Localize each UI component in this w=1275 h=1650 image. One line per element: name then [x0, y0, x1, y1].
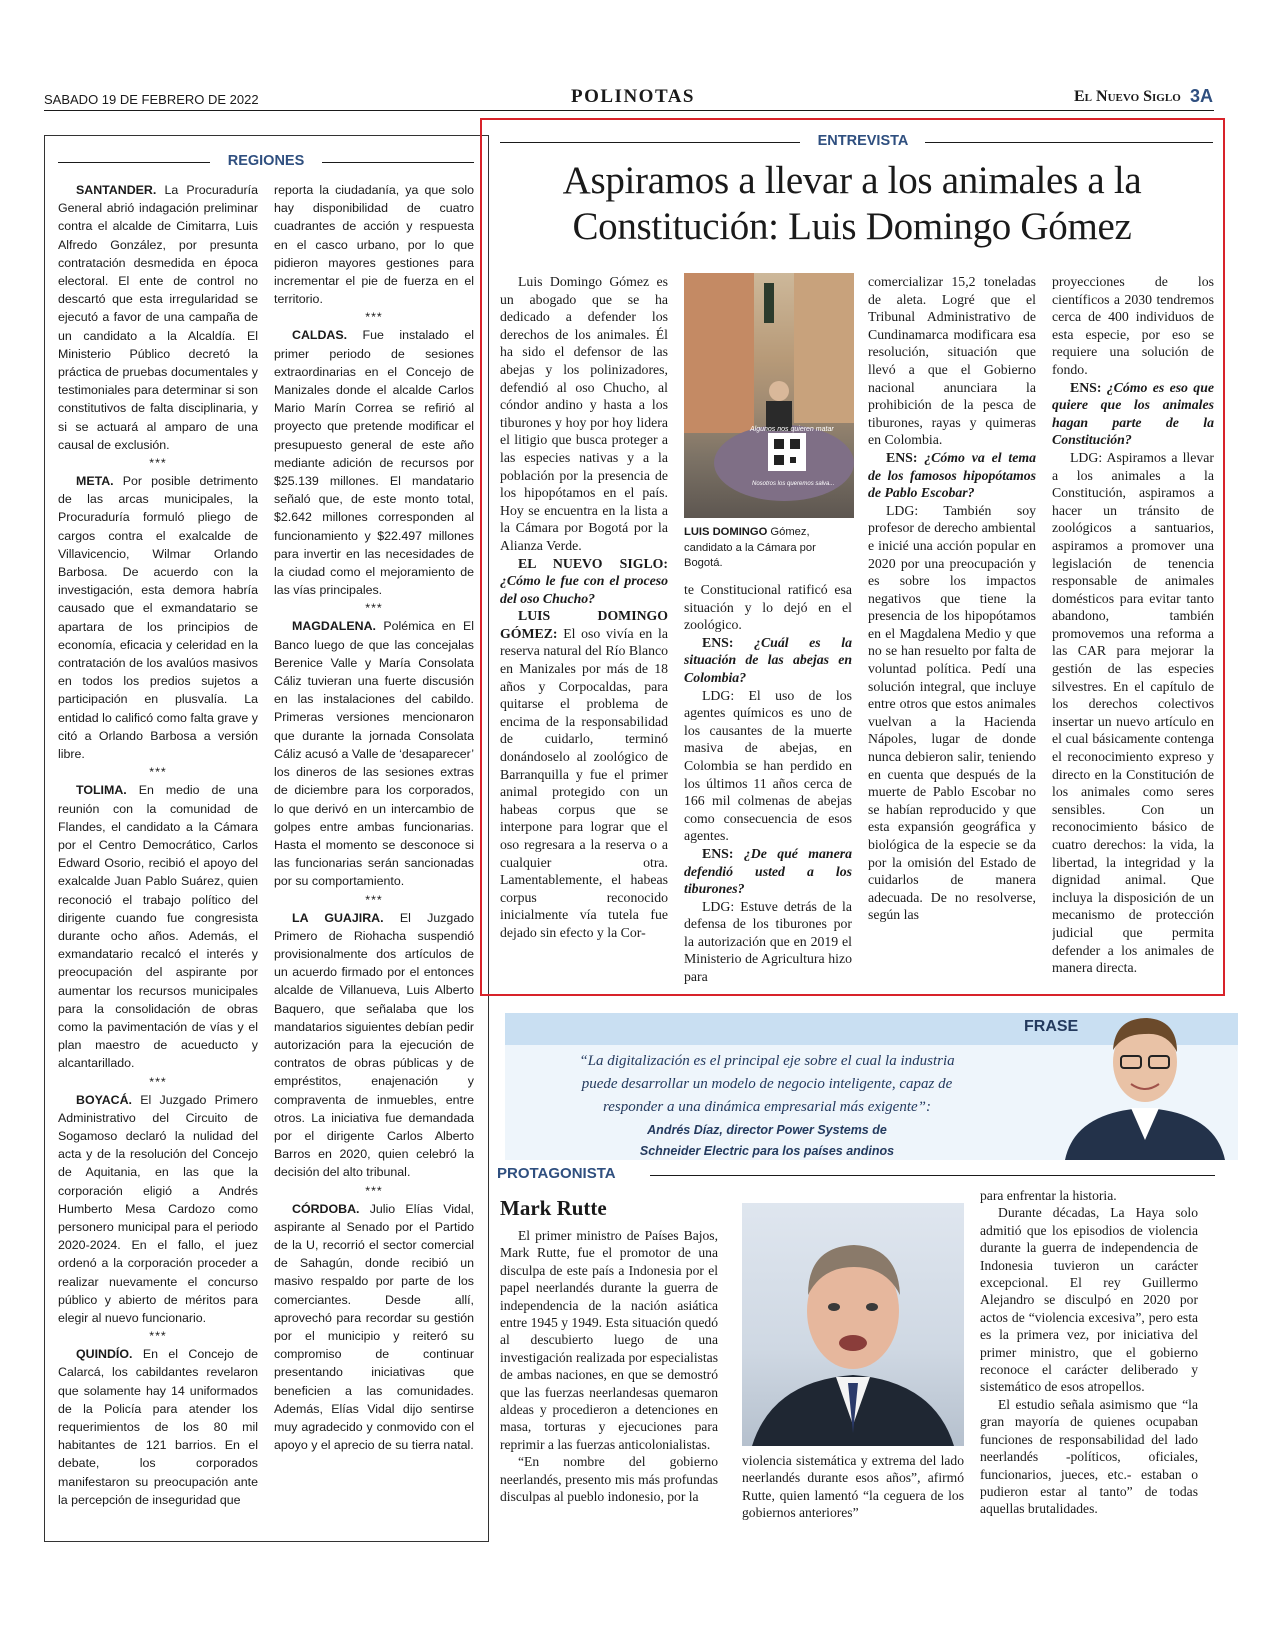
question-label: ENS: [1070, 379, 1102, 395]
entrevista-headline [492, 158, 1212, 250]
entrevista-answer [500, 607, 668, 941]
frase-author-line-2: Schneider Electric para los países andinos [639, 1144, 895, 1158]
entrevista-paragraph: comercializar 15,2 toneladas de aleta. Logré que el Tribunal Administrativo de Cundinamarca modificara esa resolución, situación que llevó a que el Gobierno nacional anunciara la prohibición de la pesca de tiburones, rayas y quimeras en Colombia. [868, 274, 1036, 448]
regiones-text: El Juzgado Primero Administrativo del Circuito de Sogamoso declaró la nulidad del acta y de la resolución del Concejo de Aquitania, en las que la corporación eligió a Andrés Humberto Mesa Cardozo como personero municipal para el periodo 2020-2024. En el fallo, el juez ordenó a la corporación proceder a realizar nuevamente el concurso público y abierto de méritos para elegir al nuevo funcionario. [58, 1092, 258, 1325]
regiones-separator: *** [149, 1329, 167, 1344]
photo-building-left [684, 273, 754, 433]
regiones-separator: *** [365, 892, 383, 907]
protagonista-label: PROTAGONISTA [497, 1165, 616, 1182]
regiones-separator: *** [365, 310, 383, 325]
regiones-item-santander [58, 181, 258, 454]
regiones-separator: *** [365, 601, 383, 616]
entrevista-intro: Luis Domingo Gómez es un abogado que se ha dedicado a defender los derechos de los animales. Él ha sido el defensor de las abejas y los polinizadores, defendió al oso Chucho, al cóndor andino y hasta a los tiburones y hoy por hoy lidera el litigio que busca proteger a las especies nativas y a la población por la presencia de los hipopótamos en el país. Hoy se encuentra en la lista a la Cámara por Bogotá por la Alianza Verde. [500, 274, 668, 553]
photo-qr-block [790, 457, 796, 463]
regiones-text: Julio Elías Vidal, aspirante al Senado por el Partido de la U, recorrió el sector comercial de Sahagún, donde recibió un masivo respaldo por parte de los comerciantes. Desde allí, aprovechó para recordar su gestión por el municipio y reiteró su compromiso de continuar presentando iniciativas que beneficien a las comunidades. Además, Elías Vidal dijo sentirse muy agradecido y conmovido con el apoyo y el aprecio de su tierra natal. [274, 1201, 474, 1453]
rutte-photo-illustration [742, 1203, 964, 1446]
entrevista-column-2 [684, 581, 852, 988]
protagonista-paragraph: violencia sistemática y extrema del lado neerlandés durante esos años”, afirmó Rutte, quien lamentó “la ceguera de los gobiernos anteriores” [742, 1453, 964, 1521]
entrevista-rule-right [925, 142, 1213, 143]
regiones-text: Por posible detrimento de las arcas municipales, la Procuraduría formuló pliego de cargos contra el exalcalde de Villavicencio, Wilmar Orlando Barbosa. De acuerdo con la investigación, esta demora habría causado que el exmandatario se apartara de los principios de economía, eficacia y celeridad en la contratación de los avalúos masivos en todos los predios sujetos a participación en plusvalía. La entidad lo calificó como falta grave y citó a Orlando Barbosa a versión libre. [58, 474, 258, 762]
entrevista-column-3 [868, 273, 1036, 988]
entrevista-headline-line-1: Aspiramos a llevar a los animales a la [562, 159, 1142, 202]
entrevista-rule-left [500, 142, 800, 143]
masthead-page-number: 3A [1190, 86, 1214, 106]
rutte-eye-right [866, 1303, 878, 1311]
regiones-separator: *** [149, 765, 167, 780]
question-text: ¿Cómo es eso que quiere que los animales hagan parte de la Constitución? [1052, 379, 1214, 448]
entrevista-question [1052, 379, 1214, 449]
protagonista-paragraph: “En nombre del gobierno neerlandés, presento mis más profundas disculpas al pueblo indonesio, por la [500, 1454, 718, 1505]
regiones-lead: BOYACÁ. [76, 1092, 132, 1107]
photo-building-right [794, 273, 854, 423]
frase-quote-line-1: “La digitalización es el principal eje sobre el cual la industria [579, 1053, 955, 1069]
question-text: ¿Cómo le fue con el proceso del oso Chucho? [500, 573, 668, 606]
candidate-photo-caption [684, 525, 854, 572]
answer-label: LUIS DOMINGO GÓMEZ: [500, 608, 668, 641]
entrevista-question [684, 634, 852, 687]
protagonista-paragraph: El estudio señala asimismo que “la gran mayoría de quienes ocupaban funciones de responsabilidad del lado neerlandés -políticos, oficiales, funcionarios, jueces, etc.- estaban o pudieron estar al tanto” de todas aquellas brutalidades. [980, 1396, 1198, 1517]
regiones-item-magdalena [274, 617, 474, 890]
regiones-item-caldas [274, 326, 474, 599]
regiones-item-la-guajira [274, 909, 474, 1182]
regiones-text: En medio de una reunión con la comunidad de Flandes, el candidato a la Cámara por el Centro Democrático, Carlos Edward Osorio, recibió el apoyo del exalcalde Juan Pablo Suárez, quien reconoció el trabajo político del dirigente cuando fue congresista durante ocho años. Además, el exmandatario recalcó el interés y preocupación del aspirante por aumentar los recursos municipales para la consolidación de obras como la pavimentación de vías y el plan maestro de acueducto y alcantarillado. [58, 783, 258, 1071]
regiones-separator: *** [149, 1074, 167, 1089]
regiones-separator: *** [365, 1183, 383, 1198]
regiones-item-quindio [58, 1345, 258, 1509]
entrevista-headline-line-2: Constitución: Luis Domingo Gómez [572, 205, 1132, 248]
regiones-text: En el Concejo de Calarcá, los cabildantes revelaron que solamente hay 14 uniformados de la Policía para atender los requerimientos de los 80 mil habitantes de 121 barrios. En el debate, los corporados manifestaron su preocupación ante la percepción de inseguridad que [58, 1347, 258, 1507]
caption-text: Gómez, candidato a la Cámara por Bogotá. [684, 526, 816, 569]
question-label: ENS: [702, 845, 734, 861]
photo-qr-code [768, 433, 806, 471]
protagonista-name: Mark Rutte [500, 1196, 607, 1220]
regiones-item-boyaca [58, 1091, 258, 1328]
masthead-rule [44, 110, 1214, 111]
regiones-item-quindio-cont [274, 181, 474, 308]
rutte-photo [742, 1203, 964, 1446]
regiones-separator: *** [149, 456, 167, 471]
photo-sign-text-1: Algunos nos quieren matar [750, 426, 834, 433]
protagonista-rule [650, 1175, 1215, 1176]
frase-author [512, 1120, 1022, 1162]
question-label: EL NUEVO SIGLO: [518, 555, 668, 571]
masthead-section: POLINOTAS [571, 86, 696, 107]
regiones-rule-right [322, 162, 474, 163]
regiones-text: Fue instalado el primer periodo de sesiones extraordinarias en el Concejo de Manizales donde el alcalde Carlos Mario Marín Correa se refirió al proyecto que pretende modificar el presupuesto general de este año mediante adición de recursos por $25.139 millones. El mandatario señaló que, de este monto total, $2.642 millones corresponden al funcionamiento y $22.497 millones para invertir en las necesidades de la ciudad como el mejoramiento de las vías principales. [274, 328, 474, 598]
regiones-text: reporta la ciudadanía, ya que solo hay disponibilidad de cuatro cuadrantes de acción y respuesta en el casco urbano, por lo que pidieron mayores gestiones para incrementar el pie de fuerza en el territorio. [274, 183, 474, 307]
protagonista-column-3 [980, 1187, 1198, 1540]
regiones-lead: CALDAS. [292, 328, 348, 343]
photo-sign-text-2: Nosotros los queremos salva... [752, 481, 835, 487]
photo-person-head [769, 381, 789, 401]
entrevista-question [684, 845, 852, 898]
question-text: ¿Cuál es la situación de las abejas en Colombia? [684, 634, 852, 685]
entrevista-column-1 [500, 273, 668, 988]
regiones-rule-left [58, 162, 210, 163]
candidate-photo-illustration [684, 273, 854, 518]
regiones-item-meta [58, 472, 258, 763]
frase-quote-line-3: responder a una dinámica empresarial más exigente”: [602, 1099, 931, 1115]
protagonista-column-2 [742, 1452, 964, 1540]
regiones-text: El Juzgado Primero de Riohacha suspendió provisionalmente dos artículos de un acuerdo firmado por el entonces alcalde de Villanueva, Luis Alberto Baquero, que señalaba que los mandatarios siguientes debían pedir autorización para la ejecución de contratos de obras públicas y de empréstitos, enajenación y compraventa de inmuebles, entre otros. La iniciativa fue demandada por el dirigente Carlos Alberto Barros en 2020, quien celebró la decisión del alto tribunal. [274, 910, 474, 1180]
regiones-text: Polémica en El Banco luego de que las concejalas Berenice Valle y María Consolata Cáliz tuvieran una fuerte discusión en las instalaciones del cabildo. Primeras versiones mencionaron que durante la jornada Consolata Cáliz acusó a Valle de ‘desaparecer’ los dineros de las sesiones extras de diciembre para los corporados, lo que derivó en un intercambio de golpes entre ambas funcionarias. Hasta el momento se desconoce si las funcionarias serán sancionadas por su comportamiento. [274, 619, 474, 889]
question-label: ENS: [886, 449, 918, 465]
regiones-lead: SANTANDER. [76, 183, 157, 197]
rutte-mouth [839, 1335, 867, 1351]
regiones-heading: REGIONES [227, 153, 305, 169]
frase-quote-line-2: puede desarrollar un modelo de negocio inteligente, capaz de [581, 1076, 953, 1092]
protagonista-column-1 [500, 1227, 718, 1540]
regiones-text: La Procuraduría General abrió indagación preliminar contra el alcalde de Cimitarra, Luis Alfredo González, por presunta contratación desmedida en época electoral. El ente de control no descartó que esta irregularidad se ejecutó a favor de una campaña de un candidato a la Alcaldía. El Ministerio Público decretó la práctica de pruebas documentales y testimoniales para determinar si son constitutivos de falta disciplinaria, y si se actuará al amparo de una causal de exclusión. [58, 183, 258, 452]
caption-name: LUIS DOMINGO [684, 526, 768, 538]
photo-qr-block [774, 439, 784, 449]
question-label: ENS: [702, 634, 734, 650]
entrevista-paragraph: te Constitucional ratificó esa situación y lo dejó en el zoológico. [684, 582, 852, 633]
entrevista-answer: LDG: También soy profesor de derecho ambiental e inicié una acción popular en 2020 por una preocupación y es sobre los impactos negativos que tiene la presencia de los hipopótamos en el Magdalena Medio y que no se han resuelto por falta de voluntad política. Pedí una solución integral, que incluye entre otros que estos animales vuelvan a la Hacienda Nápoles, lugar de donde nunca debieron salir, teniendo en cuenta que después de la muerte de Pablo Escobar no se habían reproducido y que esta expansión geográfica y biológica de la especie se da por la omisión del Estado de cuidarlos de manera adecuada. De no resolverse, según las [868, 502, 1036, 923]
frase-author-line-1: Andrés Díaz, director Power Systems de [647, 1123, 887, 1137]
regiones-lead: LA GUAJIRA. [292, 910, 384, 925]
regiones-lead: QUINDÍO. [76, 1347, 133, 1362]
regiones-lead: MAGDALENA. [292, 619, 376, 634]
masthead-paper: El Nuevo Siglo [1074, 88, 1181, 105]
entrevista-kicker: ENTREVISTA [817, 133, 909, 149]
entrevista-answer: LDG: El uso de los agentes químicos es uno de los causantes de la muerte masiva de abejas, en Colombia se han perdido en los últimos 11 años cerca de 166 mil colmenas de abejas como consecuencia de esos agentes. [684, 687, 852, 844]
regiones-column-1 [58, 181, 258, 1531]
candidate-photo [684, 273, 854, 518]
protagonista-paragraph: El primer ministro de Países Bajos, Mark Rutte, fue el promotor de una disculpa de este país a Indonesia por el papel neerlandés durante la guerra de independencia de la nación asiática entre 1945 y 1949. Esta situación quedó al descubierto luego de una investigación realizada por especialistas de ambas naciones, en que se demostró que las fuerzas neerlandesas quemaron aldeas y procedieron a detenciones en masa, torturas y ejecuciones para reprimir a las fuerzas anticolonialistas. [500, 1228, 718, 1452]
protagonista-paragraph: Durante décadas, La Haya solo admitió que los episodios de violencia durante la guerra de independencia de Indonesia tuvieron un carácter excepcional. El rey Guillermo Alejandro se disculpó en 2020 por actos de “violencia excesiva”, pero esta es la primera vez, por iniciativa del primer ministro, que el gobierno reconoce el carácter deliberado y sistemático de esos atropellos. [980, 1205, 1198, 1395]
entrevista-paragraph: proyecciones de los científicos a 2030 tendremos cerca de 400 individuos de esta especie, por eso se requiere una solución de fondo. [1052, 274, 1214, 377]
rutte-eye-left [828, 1303, 840, 1311]
masthead-date: SABADO 19 DE FEBRERO DE 2022 [44, 92, 259, 107]
photo-qr-block [774, 455, 784, 465]
protagonista-paragraph: para enfrentar la historia. [980, 1188, 1117, 1203]
answer-text: El oso vivía en la reserva natural del Río Blanco en Manizales por más de 18 años y Corpocaldas, para quitarse el problema de encima de la responsabilidad de cuidarlo, terminó donándoselo al zoológico de Barranquilla y fue el primer animal protegido con un habeas corpus que se interpone para lograr que el oso regresara a la reserva o a cualquier otra. Lamentablemente, el habeas corpus reconocido inicialmente vía tutela fue dejado sin efecto y la Cor- [500, 625, 668, 940]
entrevista-question [868, 449, 1036, 502]
regiones-column-2 [274, 181, 474, 1531]
entrevista-answer: LDG: Estuve detrás de la defensa de los tiburones por la autorización que en 2019 el Ministerio de Agricultura hizo para [684, 898, 852, 985]
frase-label: FRASE [1024, 1018, 1079, 1035]
frase-portrait-illustration [1055, 1000, 1235, 1160]
photo-qr-block [790, 439, 800, 449]
frase-portrait [1055, 1000, 1235, 1160]
regiones-lead: TOLIMA. [76, 783, 127, 798]
entrevista-column-4 [1052, 273, 1214, 988]
entrevista-question [500, 555, 668, 608]
frase-quote [512, 1050, 1022, 1119]
question-text: ¿Cómo va el tema de los famosos hipopótamos de Pablo Escobar? [868, 449, 1036, 501]
regiones-item-cordoba [274, 1200, 474, 1455]
regiones-lead: CÓRDOBA. [292, 1201, 360, 1216]
regiones-item-tolima [58, 781, 258, 1072]
question-text: ¿De qué manera defendió usted a los tiburones? [684, 845, 852, 897]
photo-traffic-light [764, 283, 774, 323]
entrevista-answer: LDG: Aspiramos a llevar a los animales a la Constitución, aspiramos a hacer un tránsito de zoológicos a santuarios, aspiramos a promover una legislación de tenencia responsable de animales domésticos para evitar tanto abandono, también promovemos una reforma a las CAR para mejorar la gestión de las especies silvestres. En el capítulo de los derechos colectivos insertar un nuevo artículo en el cual básicamente contenga el reconocimiento expreso y directo en la Constitución de los animales como seres sensibles. Con un reconocimiento básico de cuatro derechos: la vida, la libertad, la integridad y la dignidad animal. Que incluya la disposición de un mecanismo de protección judicial que permita defender a los animales de manera directa. [1052, 449, 1214, 976]
regiones-lead: META. [76, 474, 114, 489]
